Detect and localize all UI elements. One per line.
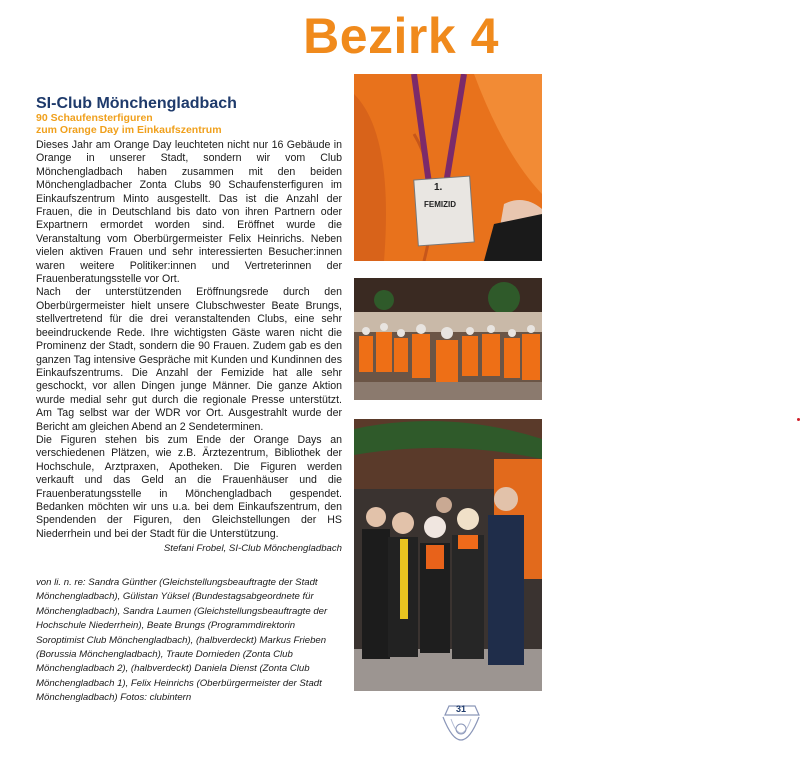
page-headline: Bezirk 4 [303,8,499,64]
paragraph: Dieses Jahr am Orange Day leuchteten nicht nur 16 Gebäude in Orange in unserer Stadt, sondern wir vom Club Mönchengladbach haben zusammen mit den beiden Mönchengladbacher Zonta Clubs 90 Schaufensterfiguren im Einkaufszentrum Minto ausgestellt. Das ist die Anzahl der Frauen, die in Deutschland bis dato von ihren Partnern oder Expartnern ermordet worden sind. Eröffnet wurde die Veranstaltung vom Oberbürgermeister Felix Heinrichs. Neben vielen aktiven Frauen und sehr interessierten Besucher:innen waren weitere Politiker:innen und Vertreterinnen der Frauenberatungsstelle vor Ort. [36,139,342,286]
paragraph: Die Figuren stehen bis zum Ende der Orange Days an verschiedenen Plätzen, wie z.B. Ärztezentrum, Bibliothek der Hochschule, Arztpraxen, Apotheken. Die Figuren werden verkauft und das Geld an die Frauenhäuser und die Frauenberatungsstelle in Mönchengladbach gespendet. Bedanken möchten wir uns u.a. bei dem Einkaufszentrum, den Spendenden der Figuren, den Gleichstellungen der HS Niederrhein und bei der Stadt für die Unterstützung. [36,433,342,540]
photo-femizid-badge-illustration [354,74,542,261]
author-line: Stefani Frobel, SI-Club Mönchengladbach [163,543,342,555]
article-body [36,139,342,541]
photo-mannequins-illustration [354,278,542,400]
photo-group-illustration [354,419,542,691]
red-dot-mark [797,418,800,421]
club-title: SI-Club Mönchengladbach [36,95,237,112]
photo-caption: von li. n. re: Sandra Günther (Gleichstellungsbeauftragte der Stadt Mönchengladbach), Gülistan Yüksel (Bundestagsabgeordnete für Mönchengladbach), Sandra Laumen (Gleichstellungsbeauftragte der Hochschule Niederrhein), Beate Brungs (Programmdirektorin Soroptimist Club Mönchengladbach), (halbverdeckt) Markus Frieben (Borussia Mönchengladbach), Traute Dornieden (Zonta Club Mönchengladbach 2), (halbverdeckt) Daniela Dienst (Zonta Club Mönchengladbach 1), Felix Heinrichs (Oberbürgermeister der Stadt Mönchengladbach) Fotos: clubintern [36,577,328,704]
badge-word: FEMIZID [424,200,456,209]
article [36,95,342,555]
subtitle-line-1: 90 Schaufensterfiguren [36,112,153,124]
photo-mannequins [354,278,542,400]
subtitle-line-2: zum Orange Day im Einkaufszentrum [36,123,222,136]
badge-number: 1. [434,182,443,193]
photo-group [354,419,542,691]
paragraph: Nach der unterstützenden Eröffnungsrede durch den Oberbürgermeister hielt unsere Clubschwester Beate Brungs, stellvertretend für die drei veranstaltenden Clubs, eine sehr beeindruckende Rede. Ihre wichtigsten Gäste waren nicht die Prominenz der Stadt, sondern die 90 Frauen. Zudem gab es den ganzen Tag intensive Gespräche mit Kunden und Kundinnen des Einkaufszentrums. Die Anzahl der Femizide hat alle sehr geschockt, vor allen Dingen junge Männer. Die ganze Aktion wurde medial sehr gut durch die regionale Presse unterstützt. Am Tag selbst war der WDR vor Ort. Ausgestrahlt wurde der Bericht am gleichen Abend an 2 Sendeterminen. [36,286,342,433]
page-number: 31 [455,704,466,714]
photo-femizid-badge [354,74,542,261]
